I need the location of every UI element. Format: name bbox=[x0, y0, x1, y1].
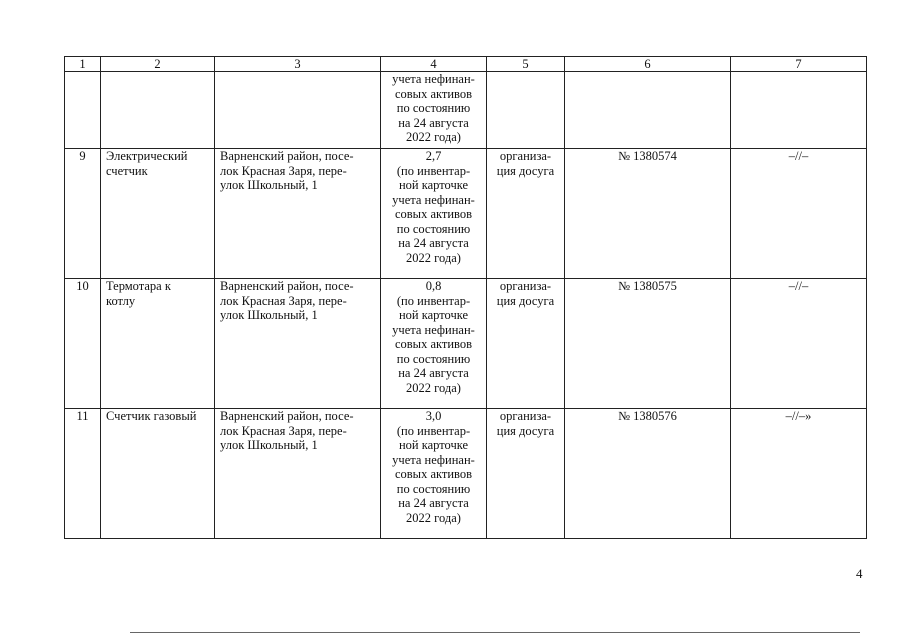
page-number: 4 bbox=[856, 566, 863, 581]
item-note: –//–» bbox=[731, 409, 867, 539]
item-holder: организа- ция досуга bbox=[487, 409, 565, 539]
item-address: Варненский район, посе- лок Красная Заря, пере- улок Школьный, 1 bbox=[215, 149, 381, 279]
table-row bbox=[65, 409, 867, 539]
item-address: Варненский район, посе- лок Красная Заря, пере- улок Школьный, 1 bbox=[215, 279, 381, 409]
item-holder: организа- ция досуга bbox=[487, 149, 565, 279]
item-address: Варненский район, посе- лок Красная Заря, пере- улок Школьный, 1 bbox=[215, 409, 381, 539]
table-row bbox=[65, 149, 867, 279]
item-inventory-number: № 1380574 bbox=[565, 149, 731, 279]
item-value: 0,8 (по инвентар- ной карточке учета нефинан- совых активов по состоянию на 24 августа 2022 года) bbox=[381, 279, 487, 409]
item-holder: организа- ция досуга bbox=[487, 279, 565, 409]
item-name: Счетчик газовый bbox=[101, 409, 215, 539]
row-number: 10 bbox=[65, 279, 101, 409]
item-name: Термотара к котлу bbox=[101, 279, 215, 409]
item-value: 2,7 (по инвентар- ной карточке учета нефинан- совых активов по состоянию на 24 августа 2022 года) bbox=[381, 149, 487, 279]
continuation-row bbox=[65, 72, 867, 149]
row-number: 9 bbox=[65, 149, 101, 279]
item-inventory-number: № 1380575 bbox=[565, 279, 731, 409]
table-row bbox=[65, 279, 867, 409]
item-name: Электрический счетчик bbox=[101, 149, 215, 279]
item-note: –//– bbox=[731, 149, 867, 279]
item-note: –//– bbox=[731, 279, 867, 409]
column-header: 3 bbox=[215, 57, 381, 72]
footer-divider bbox=[130, 632, 860, 633]
column-header: 2 bbox=[101, 57, 215, 72]
header-row bbox=[65, 57, 867, 72]
column-header: 4 bbox=[381, 57, 487, 72]
item-inventory-number: № 1380576 bbox=[565, 409, 731, 539]
value-cell: учета нефинан- совых активов по состоянию на 24 августа 2022 года) bbox=[381, 72, 487, 149]
column-header: 7 bbox=[731, 57, 867, 72]
item-value: 3,0 (по инвентар- ной карточке учета нефинан- совых активов по состоянию на 24 августа 2022 года) bbox=[381, 409, 487, 539]
column-header: 1 bbox=[65, 57, 101, 72]
column-header: 5 bbox=[487, 57, 565, 72]
column-header: 6 bbox=[565, 57, 731, 72]
property-table bbox=[64, 56, 867, 539]
row-number: 11 bbox=[65, 409, 101, 539]
